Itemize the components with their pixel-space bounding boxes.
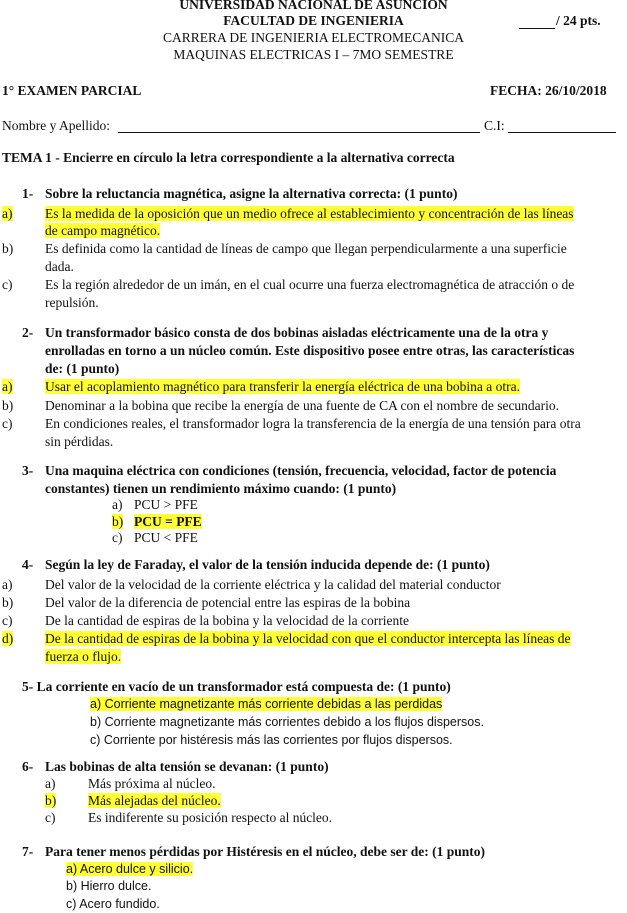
university-name: UNIVERSIDAD NACIONAL DE ASUNCION	[179, 0, 448, 12]
q6-a-letter[interactable]: a)	[45, 776, 56, 791]
q2-c-line2: sin pérdidas.	[45, 434, 114, 449]
q2-b-letter[interactable]: b)	[2, 398, 14, 413]
q2-a-letter-text: a)	[2, 379, 13, 394]
ci-label: C.I:	[484, 118, 505, 133]
q4-d-letter-text: d)	[2, 631, 14, 646]
q5-b-text[interactable]: b) Corriente magnetizante más corrientes debido a los flujos dispersos.	[90, 715, 484, 729]
q3-text1: Una maquina eléctrica con condiciones (tensión, frecuencia, velocidad, factor de potencia	[45, 463, 557, 478]
q1-a-text2: de campo magnético.	[45, 223, 161, 238]
q2-c-letter[interactable]: c)	[2, 416, 13, 431]
q3-c-letter[interactable]: c)	[112, 530, 123, 545]
q1-a-text1: Es la medida de la oposición que un medio ofrece al establecimiento y concentración de las líneas	[45, 206, 574, 221]
q3-b-text: PCU = PFE	[134, 514, 202, 529]
q4-d-text1: De la cantidad de espiras de la bobina y la velocidad con que el conductor intercepta las líneas de	[45, 631, 571, 646]
q4-number: 4-	[22, 557, 34, 572]
q2-a-text: Usar el acoplamiento magnético para transferir la energía eléctrica de una bobina a otra.	[45, 379, 521, 394]
q4-d-letter[interactable]	[2, 631, 13, 647]
subject-name: MAQUINAS ELECTRICAS I – 7MO SEMESTRE	[173, 47, 454, 62]
q3-number: 3-	[22, 463, 34, 478]
q1-a-letter-text: a)	[2, 206, 13, 221]
q1-c-letter[interactable]: c)	[2, 277, 13, 292]
career-name: CARRERA DE INGENIERIA ELECTROMECANICA	[162, 30, 465, 45]
q5-c-text[interactable]: c) Corriente por histéresis más las corrientes por flujos dispersos.	[90, 733, 453, 747]
q7-b-text[interactable]: b) Hierro dulce.	[66, 879, 152, 893]
tema-heading: TEMA 1 - Encierre en círculo la letra correspondiente a la alternativa correcta	[2, 150, 455, 165]
q1-c-line1: Es la región alrededor de un imán, en el cual ocurre una fuerza electromagnética de atracción o de	[45, 277, 575, 292]
q4-d-line1	[45, 631, 571, 647]
q1-a-letter[interactable]	[2, 206, 13, 222]
q3-a-text: PCU > PFE	[134, 497, 198, 512]
q2-a-line	[45, 379, 520, 395]
q7-number: 7-	[22, 844, 34, 859]
name-field[interactable]	[118, 132, 480, 133]
q7-c-text[interactable]: c) Acero fundido.	[66, 897, 160, 911]
q2-c-line1: En condiciones reales, el transformador logra la transferencia de la energía de una tensión para otra	[45, 416, 581, 431]
q6-number: 6-	[22, 759, 34, 774]
score-total: / 24 pts.	[556, 13, 601, 28]
q1-b-line1: Es definida como la cantidad de líneas de campo que llegan perpendicularmente a una superficie	[45, 241, 567, 256]
faculty-name: FACULTAD DE INGENIERIA	[223, 13, 404, 28]
q1-text: Sobre la reluctancia magnética, asigne la alternativa correcta: (1 punto)	[45, 186, 458, 201]
q6-b-letter[interactable]	[45, 793, 56, 809]
q1-a-line2	[45, 223, 160, 239]
q4-a-text: Del valor de la velocidad de la corriente eléctrica y la calidad del material conductor	[45, 577, 501, 592]
q6-c-letter[interactable]: c)	[45, 810, 56, 825]
q7-a-line[interactable]	[66, 862, 193, 876]
q4-a-letter[interactable]: a)	[2, 577, 13, 592]
q3-b-line	[134, 514, 202, 530]
q6-b-line	[88, 793, 221, 809]
ci-field[interactable]	[508, 132, 616, 133]
q4-d-text2: fuerza o flujo.	[45, 649, 122, 664]
name-label: Nombre y Apellido:	[2, 118, 110, 133]
score-blank[interactable]	[519, 28, 555, 29]
q7-text: Para tener menos pérdidas por Histéresis en el núcleo, debe ser de: (1 punto)	[45, 844, 485, 859]
q3-c-text: PCU < PFE	[134, 530, 198, 545]
q2-text3: de: (1 punto)	[45, 361, 120, 376]
q3-a-letter[interactable]: a)	[112, 497, 123, 512]
q5-a-line[interactable]	[90, 697, 442, 711]
q4-d-line2	[45, 649, 121, 665]
q1-b-line2: dada.	[45, 259, 74, 274]
q1-c-line2: repulsión.	[45, 295, 99, 310]
q6-text: Las bobinas de alta tensión se devanan: (1 punto)	[45, 759, 329, 774]
q1-a-line1	[45, 206, 574, 222]
q3-text2: constantes) tienen un rendimiento máximo cuando: (1 punto)	[45, 481, 397, 496]
q1-b-letter[interactable]: b)	[2, 241, 14, 256]
q5-a-text: a) Corriente magnetizante más corriente debidas a las perdidas	[90, 697, 443, 711]
q6-c-text: Es indiferente su posición respecto al núcleo.	[88, 810, 333, 825]
q2-text1: Un transformador básico consta de dos bobinas aisladas eléctricamente una de la otra y	[45, 325, 549, 340]
exam-date: FECHA: 26/10/2018	[490, 83, 607, 98]
exam-title: 1° EXAMEN PARCIAL	[2, 83, 142, 98]
q2-b-line: Denominar a la bobina que recibe la energía de una fuente de CA con el nombre de secundario.	[45, 398, 560, 413]
q4-text: Según la ley de Faraday, el valor de la tensión inducida depende de: (1 punto)	[45, 557, 490, 572]
q2-a-letter[interactable]	[2, 379, 13, 395]
q3-b-letter[interactable]	[112, 514, 123, 530]
q3-b-letter-text: b)	[112, 514, 124, 529]
q4-b-text: Del valor de la diferencia de potencial entre las espiras de la bobina	[45, 595, 411, 610]
q5-text: 5- La corriente en vacío de un transformador está compuesta de: (1 punto)	[22, 679, 451, 694]
q2-text2: enrolladas en torno a un núcleo común. Este dispositivo posee entre otras, las características	[45, 343, 575, 358]
q4-c-letter[interactable]: c)	[2, 613, 13, 628]
q6-b-letter-text: b)	[45, 793, 57, 808]
q4-c-text: De la cantidad de espiras de la bobina y la velocidad de la corriente	[45, 613, 409, 628]
q7-a-text: a) Acero dulce y silicio.	[66, 862, 194, 876]
q2-number: 2-	[22, 325, 34, 340]
q6-b-text: Más alejadas del núcleo.	[88, 793, 221, 808]
q6-a-text: Más próxima al núcleo.	[88, 776, 216, 791]
q1-number: 1-	[22, 186, 34, 201]
q4-b-letter[interactable]: b)	[2, 595, 14, 610]
